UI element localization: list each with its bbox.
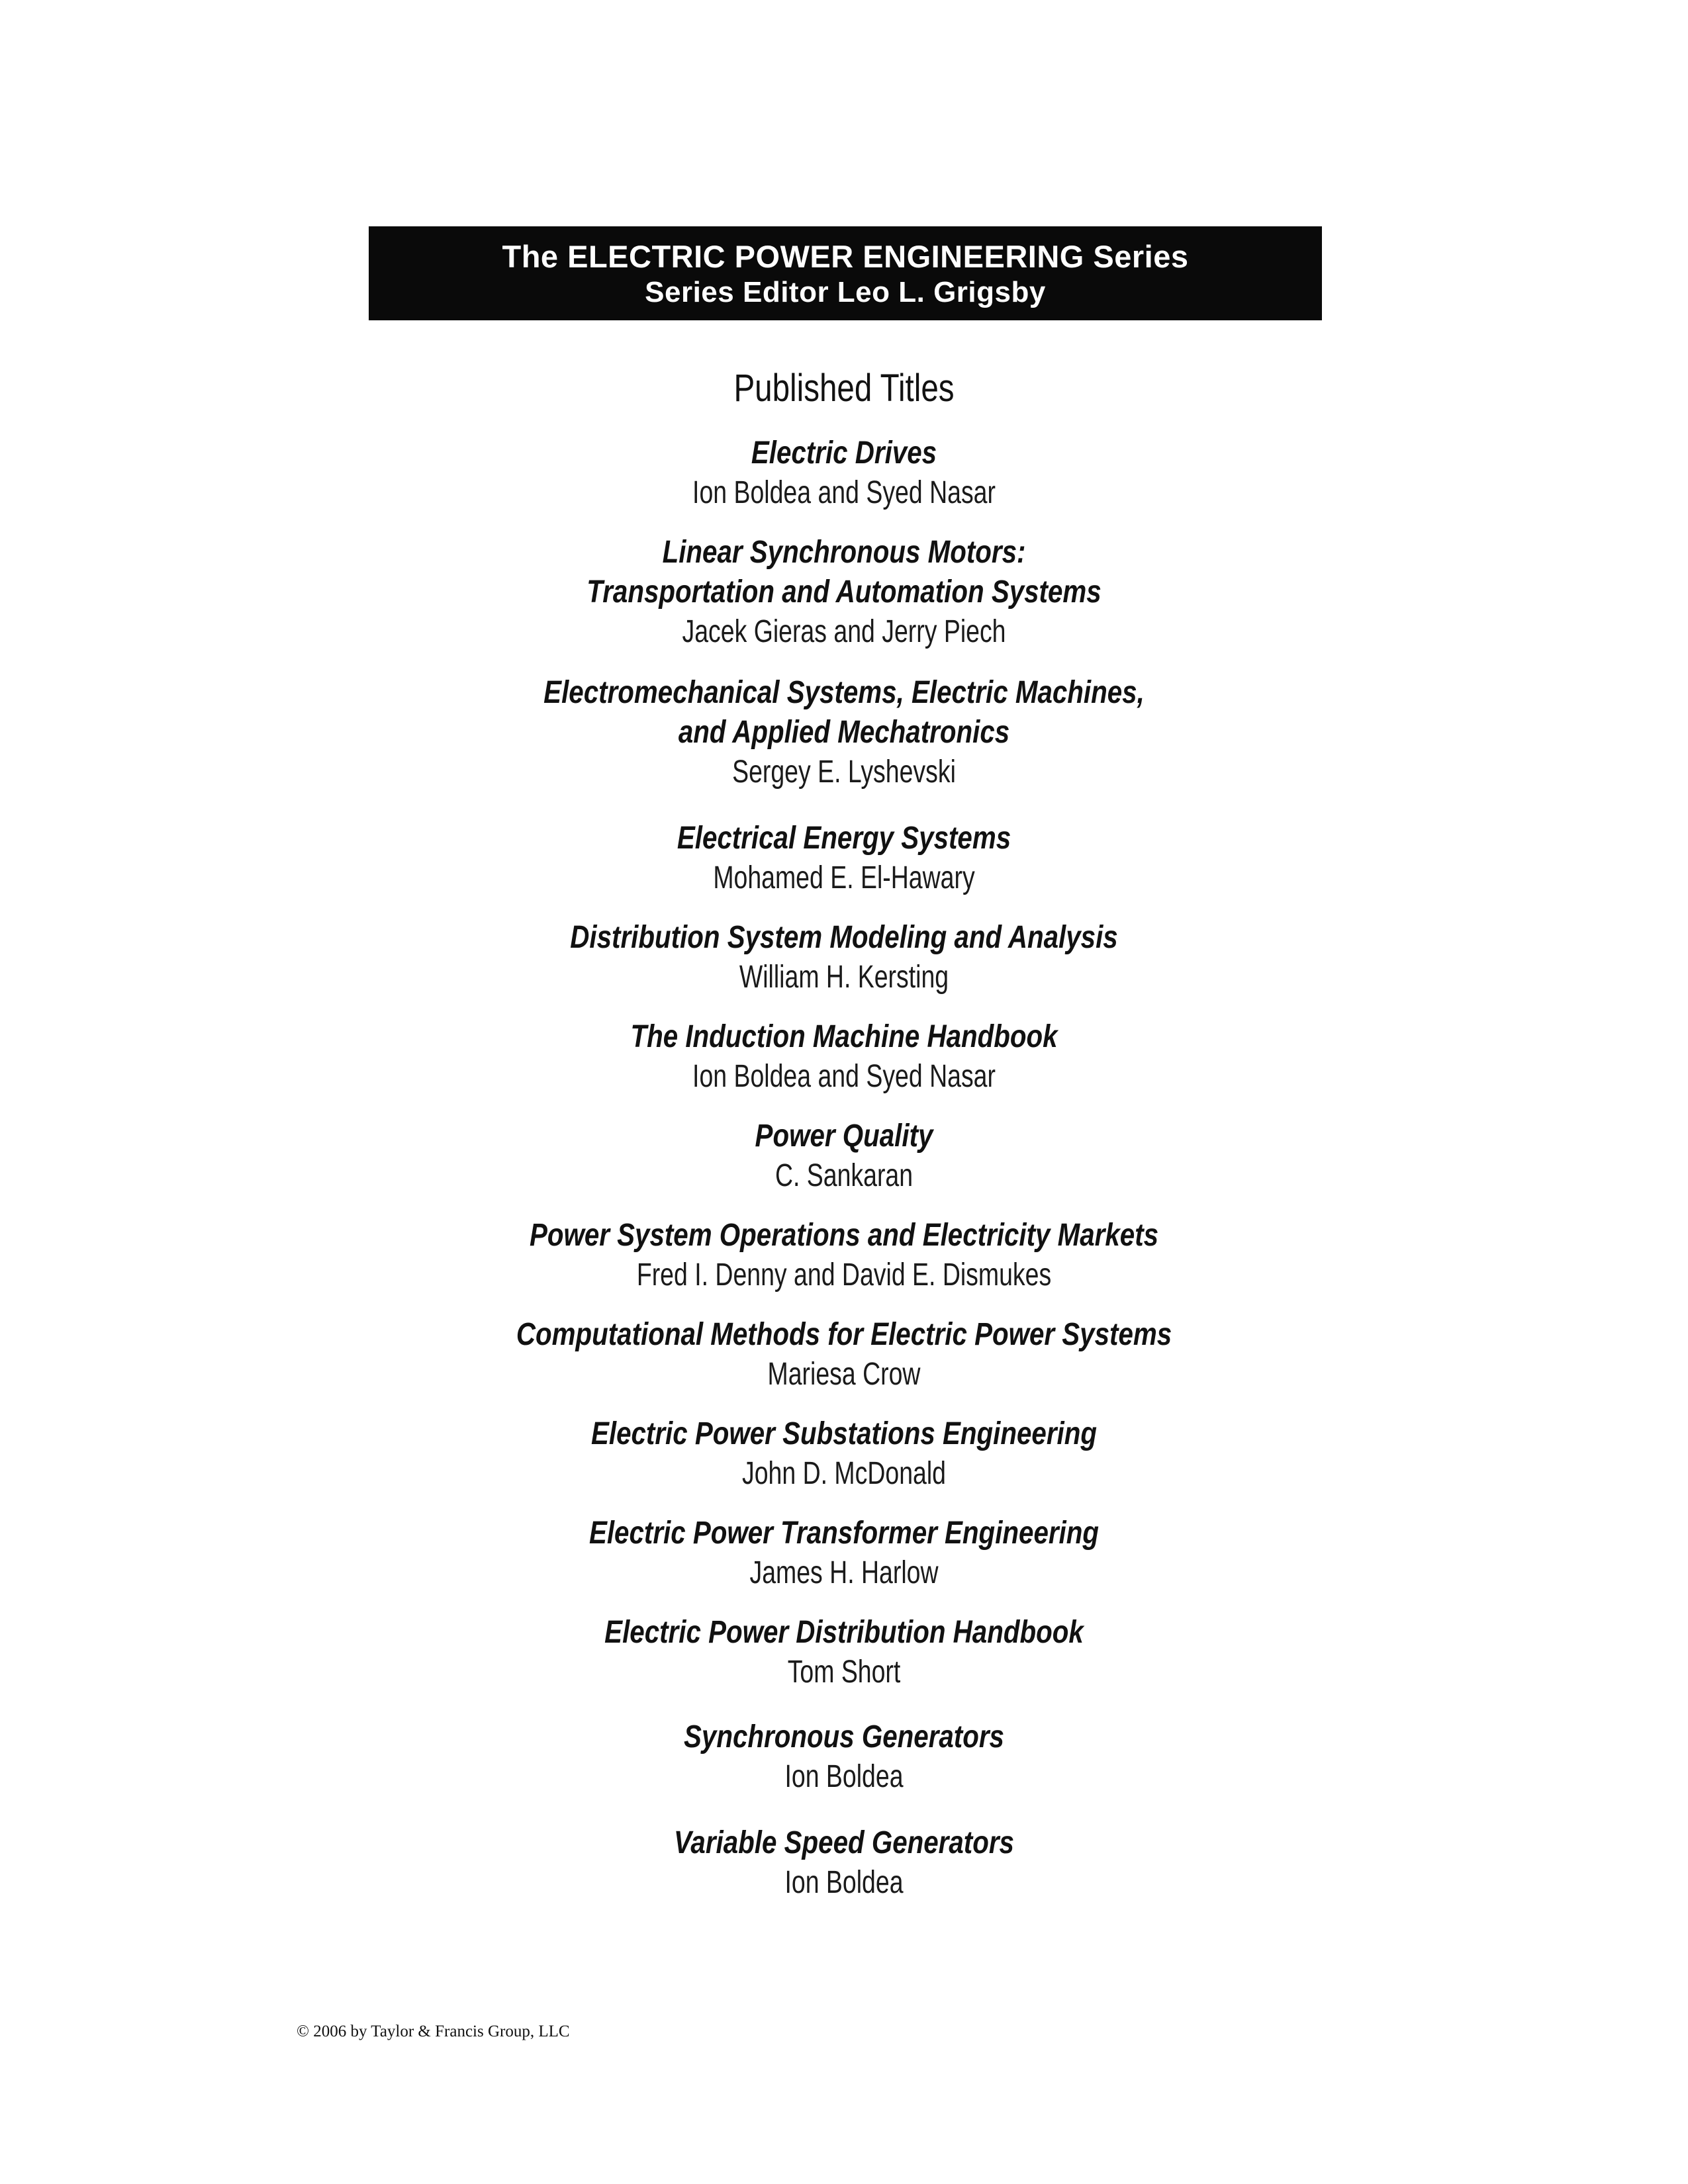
book-title: Power System Operations and Electricity Markets [529, 1218, 1159, 1253]
published-titles-heading: Published Titles [733, 367, 955, 410]
book-author: Ion Boldea and Syed Nasar [692, 475, 996, 510]
book-author: Mariesa Crow [767, 1357, 921, 1392]
book-title: The Induction Machine Handbook [630, 1019, 1058, 1054]
book-title: Electric Power Distribution Handbook [604, 1615, 1084, 1650]
book-title: Electric Drives [751, 435, 937, 471]
book-author: Ion Boldea [784, 1759, 904, 1794]
book-author: John D. McDonald [741, 1456, 946, 1491]
book-entry [0, 918, 1688, 997]
book-entry [0, 1216, 1688, 1295]
book-entry [0, 1514, 1688, 1593]
book-entry [0, 1613, 1688, 1692]
book-entry [0, 819, 1688, 898]
book-author: Mohamed E. El-Hawary [713, 860, 975, 895]
book-title: Computational Methods for Electric Power Systems [516, 1317, 1172, 1352]
book-entry [0, 533, 1688, 652]
book-title: Variable Speed Generators [674, 1825, 1014, 1860]
series-name: The ELECTRIC POWER ENGINEERING Series [502, 239, 1189, 274]
book-title: Linear Synchronous Motors: Transportation and Automation Systems [586, 535, 1102, 610]
book-entry [0, 1017, 1688, 1097]
book-title: Power Quality [755, 1118, 933, 1154]
book-author: William H. Kersting [739, 960, 949, 995]
book-entry [0, 1315, 1688, 1394]
book-entry [0, 1823, 1688, 1903]
series-editor: Series Editor Leo L. Grigsby [645, 276, 1046, 308]
book-author: Tom Short [787, 1655, 901, 1690]
book-title: Electrical Energy Systems [677, 821, 1011, 856]
book-title: Electric Power Transformer Engineering [588, 1516, 1100, 1551]
book-title: Electromechanical Systems, Electric Machines, and Applied Mechatronics [543, 675, 1145, 750]
book-author: Jacek Gieras and Jerry Piech [682, 614, 1006, 649]
book-author: Ion Boldea [784, 1865, 904, 1900]
book-title: Synchronous Generators [684, 1719, 1004, 1754]
book-author: Sergey E. Lyshevski [732, 754, 956, 790]
book-title: Distribution System Modeling and Analysis [570, 920, 1118, 955]
book-entry [0, 1414, 1688, 1494]
book-author: Ion Boldea and Syed Nasar [692, 1059, 996, 1094]
book-entry [0, 1717, 1688, 1797]
copyright-notice: © 2006 by Taylor & Francis Group, LLC [297, 2023, 570, 2040]
book-author: C. Sankaran [774, 1158, 914, 1193]
book-author: James H. Harlow [749, 1555, 939, 1590]
book-entry [0, 433, 1688, 513]
series-banner [369, 226, 1322, 320]
book-entry [0, 673, 1688, 792]
book-title: Electric Power Substations Engineering [590, 1416, 1098, 1451]
book-entry [0, 1116, 1688, 1196]
book-author: Fred I. Denny and David E. Dismukes [636, 1257, 1052, 1293]
